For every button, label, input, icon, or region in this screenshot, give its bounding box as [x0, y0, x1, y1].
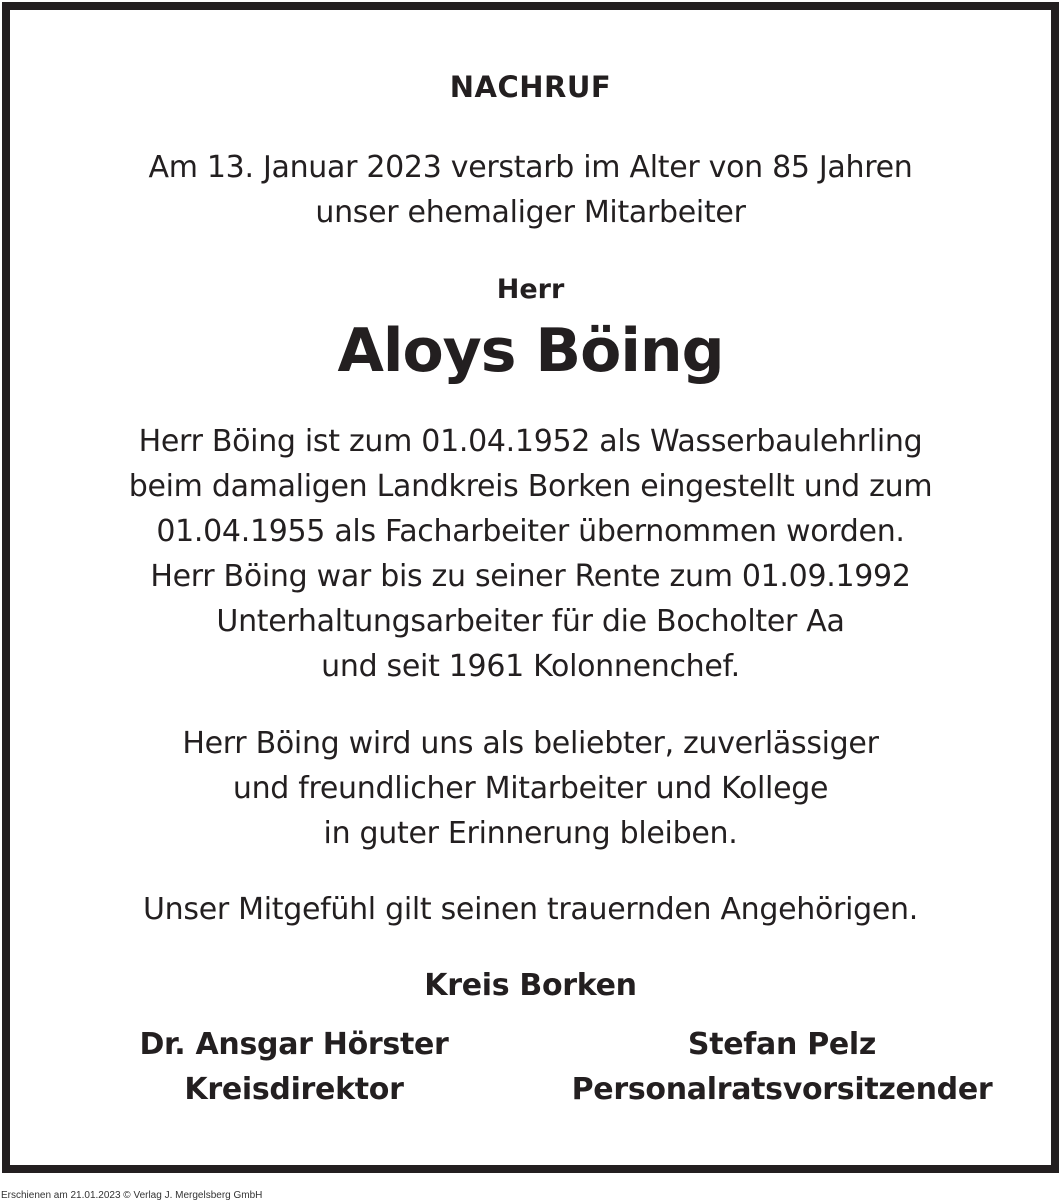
signatory-1-title: Kreisdirektor [184, 1072, 404, 1107]
notice-heading: NACHRUF [449, 70, 612, 104]
career-line-4: Herr Böing war bis zu seiner Rente zum 01.09.1992 [150, 559, 911, 594]
remembrance-line-1: Herr Böing wird uns als beliebter, zuverlässiger [182, 726, 879, 761]
career-line-5: Unterhaltungsarbeiter für die Bocholter Aa [216, 604, 845, 639]
salutation: Herr [496, 274, 565, 305]
intro-line-2: unser ehemaliger Mitarbeiter [315, 195, 746, 230]
career-line-6: und seit 1961 Kolonnenchef. [321, 649, 740, 684]
signatory-2-title: Personalratsvorsitzender [571, 1072, 993, 1107]
intro-line-1: Am 13. Januar 2023 verstarb im Alter von 85 Jahren [148, 150, 913, 185]
career-line-1: Herr Böing ist zum 01.04.1952 als Wasserbaulehrling [138, 424, 923, 459]
deceased-name: Aloys Böing [337, 316, 724, 386]
publication-footer: Erschienen am 21.01.2023 © Verlag J. Mergelsberg GmbH [1, 1190, 263, 1201]
remembrance-line-3: in guter Erinnerung bleiben. [323, 816, 738, 851]
condolence-line: Unser Mitgefühl gilt seinen trauernden Angehörigen. [143, 892, 918, 927]
career-line-2: beim damaligen Landkreis Borken eingestellt und zum [128, 469, 933, 504]
signatory-1-name: Dr. Ansgar Hörster [139, 1027, 449, 1062]
signatory-2-name: Stefan Pelz [687, 1027, 877, 1062]
remembrance-line-2: und freundlicher Mitarbeiter und Kollege [232, 771, 829, 806]
organization-name: Kreis Borken [424, 968, 637, 1003]
career-line-3: 01.04.1955 als Facharbeiter übernommen worden. [156, 514, 905, 549]
obituary-frame [2, 2, 1059, 1173]
